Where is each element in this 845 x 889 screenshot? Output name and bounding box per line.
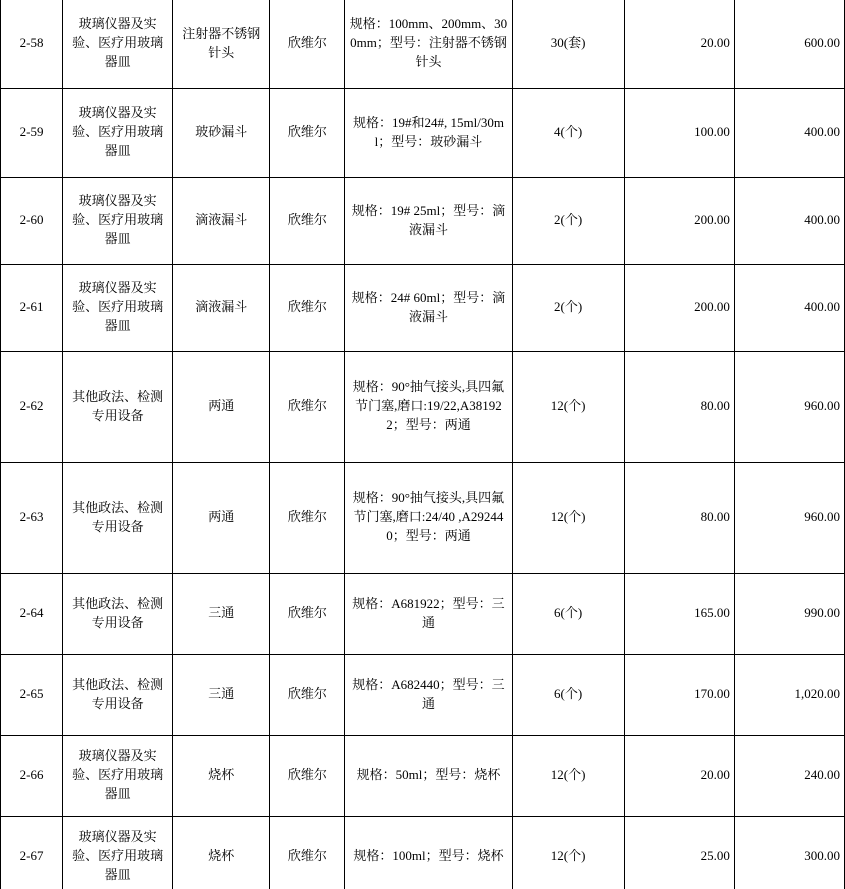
cell-brand: 欣维尔 [270, 264, 345, 351]
cell-quantity: 12(个) [512, 816, 624, 889]
cell-total: 600.00 [734, 0, 844, 88]
cell-spec: 规格：19#和24#, 15ml/30ml；型号：玻砂漏斗 [345, 88, 512, 177]
cell-name: 滴液漏斗 [173, 264, 270, 351]
cell-price: 20.00 [624, 735, 734, 816]
cell-spec: 规格：24# 60ml；型号：滴液漏斗 [345, 264, 512, 351]
cell-spec: 规格：90°抽气接头,具四氟节门塞,磨口:19/22,A381922；型号：两通 [345, 351, 512, 462]
cell-name: 玻砂漏斗 [173, 88, 270, 177]
table-row [1, 177, 845, 264]
cell-quantity: 30(套) [512, 0, 624, 88]
cell-category: 玻璃仪器及实验、医疗用玻璃器皿 [63, 735, 173, 816]
cell-spec: 规格：100ml；型号：烧杯 [345, 816, 512, 889]
cell-category: 玻璃仪器及实验、医疗用玻璃器皿 [63, 0, 173, 88]
cell-name: 三通 [173, 654, 270, 735]
cell-price: 20.00 [624, 0, 734, 88]
cell-brand: 欣维尔 [270, 0, 345, 88]
cell-brand: 欣维尔 [270, 735, 345, 816]
cell-code: 2-67 [1, 816, 63, 889]
cell-quantity: 2(个) [512, 264, 624, 351]
cell-quantity: 12(个) [512, 735, 624, 816]
cell-quantity: 6(个) [512, 654, 624, 735]
cell-brand: 欣维尔 [270, 462, 345, 573]
cell-spec: 规格：90°抽气接头,具四氟节门塞,磨口:24/40 ,A292440；型号：两通 [345, 462, 512, 573]
cell-brand: 欣维尔 [270, 816, 345, 889]
cell-name: 滴液漏斗 [173, 177, 270, 264]
cell-code: 2-63 [1, 462, 63, 573]
cell-code: 2-61 [1, 264, 63, 351]
cell-price: 165.00 [624, 573, 734, 654]
cell-brand: 欣维尔 [270, 573, 345, 654]
cell-name: 三通 [173, 573, 270, 654]
cell-price: 80.00 [624, 351, 734, 462]
table-row [1, 462, 845, 573]
cell-name: 烧杯 [173, 735, 270, 816]
cell-total: 400.00 [734, 177, 844, 264]
cell-price: 25.00 [624, 816, 734, 889]
table-row [1, 88, 845, 177]
table-row [1, 351, 845, 462]
cell-category: 玻璃仪器及实验、医疗用玻璃器皿 [63, 88, 173, 177]
table-body [1, 0, 845, 889]
cell-total: 300.00 [734, 816, 844, 889]
cell-total: 400.00 [734, 264, 844, 351]
table-row [1, 0, 845, 88]
cell-category: 其他政法、检测专用设备 [63, 654, 173, 735]
cell-quantity: 12(个) [512, 351, 624, 462]
table-row [1, 654, 845, 735]
cell-category: 其他政法、检测专用设备 [63, 351, 173, 462]
cell-category: 玻璃仪器及实验、医疗用玻璃器皿 [63, 816, 173, 889]
cell-spec: 规格：100mm、200mm、300mm；型号：注射器不锈钢针头 [345, 0, 512, 88]
cell-total: 960.00 [734, 351, 844, 462]
cell-code: 2-58 [1, 0, 63, 88]
cell-quantity: 12(个) [512, 462, 624, 573]
table-row [1, 735, 845, 816]
cell-price: 200.00 [624, 264, 734, 351]
cell-price: 80.00 [624, 462, 734, 573]
cell-total: 400.00 [734, 88, 844, 177]
cell-category: 玻璃仪器及实验、医疗用玻璃器皿 [63, 177, 173, 264]
cell-brand: 欣维尔 [270, 177, 345, 264]
cell-code: 2-62 [1, 351, 63, 462]
table-row [1, 816, 845, 889]
cell-price: 100.00 [624, 88, 734, 177]
cell-total: 240.00 [734, 735, 844, 816]
table-row [1, 573, 845, 654]
cell-code: 2-66 [1, 735, 63, 816]
cell-quantity: 4(个) [512, 88, 624, 177]
cell-code: 2-59 [1, 88, 63, 177]
cell-code: 2-64 [1, 573, 63, 654]
cell-category: 其他政法、检测专用设备 [63, 573, 173, 654]
cell-brand: 欣维尔 [270, 654, 345, 735]
cell-brand: 欣维尔 [270, 88, 345, 177]
cell-spec: 规格：A682440；型号：三通 [345, 654, 512, 735]
cell-spec: 规格：19# 25ml；型号：滴液漏斗 [345, 177, 512, 264]
cell-total: 960.00 [734, 462, 844, 573]
cell-spec: 规格：50ml；型号：烧杯 [345, 735, 512, 816]
cell-code: 2-60 [1, 177, 63, 264]
cell-price: 200.00 [624, 177, 734, 264]
cell-name: 注射器不锈钢针头 [173, 0, 270, 88]
cell-category: 其他政法、检测专用设备 [63, 462, 173, 573]
table-row [1, 264, 845, 351]
cell-category: 玻璃仪器及实验、医疗用玻璃器皿 [63, 264, 173, 351]
cell-price: 170.00 [624, 654, 734, 735]
cell-quantity: 2(个) [512, 177, 624, 264]
cell-total: 1,020.00 [734, 654, 844, 735]
cell-spec: 规格：A681922；型号：三通 [345, 573, 512, 654]
cell-name: 两通 [173, 351, 270, 462]
cell-total: 990.00 [734, 573, 844, 654]
cell-brand: 欣维尔 [270, 351, 345, 462]
cell-quantity: 6(个) [512, 573, 624, 654]
cell-name: 两通 [173, 462, 270, 573]
cell-name: 烧杯 [173, 816, 270, 889]
cell-code: 2-65 [1, 654, 63, 735]
